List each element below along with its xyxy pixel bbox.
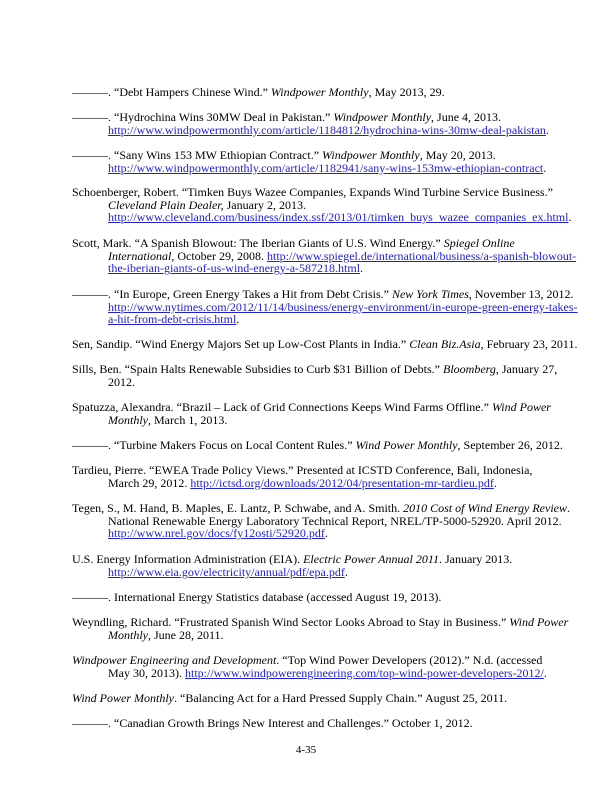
reference-title-italic: Wind Power: [491, 400, 551, 414]
reference-text: Sen, Sandip. “Wind Energy Majors Set up Low-Cost Plants in India.”: [72, 337, 410, 351]
reference-title-italic: Electric Power Annual 2011: [303, 552, 439, 566]
reference-entry: [72, 362, 558, 389]
reference-link[interactable]: http://ictsd.org/downloads/2012/04/presentation-mr-tardieu.pdf: [190, 475, 494, 490]
reference-text: Weyndling, Richard. “Frustrated Spanish Wind Sector Looks Abroad to Stay in Business.”: [72, 615, 510, 629]
reference-link[interactable]: http://www.eia.gov/electricity/annual/pdf/epa.pdf: [108, 564, 345, 579]
reference-text: National Renewable Energy Laboratory Technical Report, NREL/TP-5000-52920. April 2012.: [108, 513, 562, 528]
reference-line: [72, 527, 552, 540]
reference-text: ———. “Canadian Growth Brings New Interest and Challenges.” October 1, 2012.: [72, 716, 473, 730]
page-number: 4-35: [295, 744, 317, 756]
reference-link[interactable]: http://www.nrel.gov/docs/fy12osti/52920.pdf: [108, 526, 325, 541]
reference-text: .: [360, 261, 364, 276]
reference-text: Tardieu, Pierre. “EWEA Trade Policy Views.” Presented at ICSTD Conference, Bali, Indonesia,: [72, 463, 533, 477]
reference-link[interactable]: http://www.windpowermonthly.com/article/1182941/sany-wins-153mw-ethiopian-contract: [108, 160, 544, 175]
reference-line: [72, 667, 552, 680]
reference-text: May 30, 2013).: [108, 665, 185, 680]
reference-text: . January 2013.: [438, 552, 513, 566]
reference-title-italic: Bloomberg: [442, 362, 496, 376]
reference-text: Sills, Ben. “Spain Halts Renewable Subsidies to Curb $31 Billion of Debts.”: [72, 362, 443, 376]
reference-entry: [72, 464, 552, 489]
reference-text: . “Balancing Act for a Hard Pressed Supply Chain.” August 25, 2011.: [174, 691, 508, 705]
reference-text: ———. “Turbine Makers Focus on Local Content Rules.”: [72, 438, 356, 452]
reference-line: [72, 717, 552, 730]
reference-link[interactable]: http://www.spiegel.de/international/business/a-spanish-blowout-: [266, 248, 577, 263]
reference-line: [72, 337, 578, 351]
reference-line: [72, 414, 552, 427]
reference-title-italic: Windpower Monthly: [322, 148, 420, 162]
reference-title-italic: 2010 Cost of Wind Energy Review: [403, 501, 567, 515]
reference-text: .: [324, 526, 328, 541]
reference-title-italic: Monthly: [108, 627, 148, 642]
reference-text: ———. International Energy Statistics database (accessed August 19, 2013).: [72, 590, 442, 604]
reference-text: , March 1, 2013.: [148, 412, 228, 427]
reference-text: , January 27,: [495, 362, 558, 376]
reference-text: Tegen, S., M. Hand, B. Maples, E. Lantz, P. Schwabe, and A. Smith.: [72, 501, 404, 515]
reference-line: [72, 210, 572, 225]
reference-text: U.S. Energy Information Administration (EIA).: [72, 552, 304, 566]
reference-title-italic: Wind Power Monthly: [72, 691, 174, 705]
reference-text: , October 29, 2008.: [171, 248, 267, 263]
reference-text: .: [236, 312, 240, 327]
reference-title-italic: Monthly: [108, 412, 148, 427]
reference-entry: [72, 615, 569, 642]
reference-title-italic: New York Times: [391, 287, 469, 301]
reference-line: [72, 162, 552, 175]
reference-line: [72, 313, 552, 326]
reference-line: [72, 86, 552, 99]
reference-entry: [72, 438, 563, 452]
reference-line: [72, 629, 552, 642]
reference-text: March 29, 2012.: [108, 475, 191, 490]
reference-title-italic: Wind Power Monthly: [355, 438, 458, 452]
reference-entry: [72, 111, 552, 136]
reference-title-italic: Windpower Monthly: [270, 85, 369, 99]
reference-line: [72, 591, 552, 604]
reference-entry: [72, 86, 552, 99]
reference-link[interactable]: http://www.nytimes.com/2012/11/14/business/energy-environment/in-europe-green-energy-takes-: [108, 299, 578, 314]
reference-title-italic: Windpower Monthly: [333, 110, 432, 124]
reference-entry: [72, 236, 577, 276]
reference-link[interactable]: http://www.cleveland.com/business/index.ssf/2013/01/timken_buys_wazee_companies_ex.html: [108, 210, 569, 225]
reference-entry: [72, 692, 552, 705]
reference-entry: [72, 553, 552, 578]
reference-link[interactable]: the-iberian-giants-of-us-wind-energy-a-587218.html: [108, 261, 361, 276]
reference-text: ———. “Debt Hampers Chinese Wind.”: [72, 85, 271, 99]
reference-link[interactable]: http://www.windpowerengineering.com/top-wind-power-developers-2012/: [185, 665, 544, 680]
reference-text: ———. “In Europe, Green Energy Takes a Hit from Debt Crisis.”: [72, 287, 392, 301]
reference-text: , June 28, 2011.: [148, 627, 224, 642]
reference-line: [72, 477, 552, 490]
reference-line: [72, 362, 558, 376]
reference-title-italic: Windpower Engineering and Development: [72, 653, 277, 667]
reference-text: .: [543, 160, 547, 175]
reference-text: , February 23, 2011.: [480, 337, 578, 351]
reference-entry: [72, 287, 578, 327]
reference-text: .: [493, 475, 497, 490]
reference-line: [72, 692, 552, 705]
reference-text: .: [344, 564, 348, 579]
reference-text: Scott, Mark. “A Spanish Blowout: The Iberian Giants of U.S. Wind Energy.”: [72, 236, 444, 250]
reference-entry: [72, 591, 552, 604]
reference-title-italic: Clean Biz.Asia: [409, 337, 481, 351]
reference-text: , May 20, 2013.: [419, 148, 496, 162]
reference-link[interactable]: a-hit-from-debt-crisis.html: [108, 312, 237, 327]
reference-text: , June 4, 2013.: [431, 110, 502, 124]
reference-title-italic: Wind Power: [509, 615, 569, 629]
reference-line: [72, 262, 552, 275]
reference-text: Schoenberger, Robert. “Timken Buys Wazee Companies, Expands Wind Turbine Service Business.”: [72, 185, 553, 199]
reference-text: .: [568, 210, 572, 225]
reference-line: [72, 438, 563, 452]
reference-text: 2012.: [108, 374, 135, 389]
reference-entry: [72, 185, 572, 225]
reference-link[interactable]: http://www.windpowermonthly.com/article/1184812/hydrochina-wins-30mw-deal-pakistan: [108, 122, 546, 137]
reference-text: . “Top Wind Power Developers (2012).” N.d. (accessed: [276, 653, 543, 667]
reference-entry: [72, 149, 552, 174]
reference-text: , November 13, 2012.: [468, 287, 574, 301]
reference-text: ———. “Sany Wins 153 MW Ethiopian Contract.”: [72, 148, 323, 162]
reference-text: January 2, 2013.: [223, 197, 306, 212]
reference-line: [72, 376, 552, 389]
reference-title-italic: International: [108, 248, 172, 263]
reference-line: [72, 566, 552, 579]
reference-title-italic: Cleveland Plain Dealer,: [108, 197, 224, 212]
reference-text: , September 26, 2012.: [457, 438, 563, 452]
reference-line: [72, 124, 552, 137]
reference-entry: [72, 717, 552, 730]
reference-text: .: [543, 665, 547, 680]
reference-text: .: [567, 501, 570, 515]
reference-entry: [72, 401, 552, 426]
reference-text: Spatuzza, Alexandra. “Brazil – Lack of Grid Connections Keeps Wind Farms Offline.”: [72, 400, 492, 414]
reference-title-italic: Spiegel Online: [443, 236, 515, 250]
reference-text: ———. “Hydrochina Wins 30MW Deal in Pakistan.”: [72, 110, 334, 124]
reference-entry: [72, 501, 570, 541]
reference-text: .: [545, 122, 549, 137]
reference-text: , May 2013, 29.: [368, 85, 445, 99]
reference-entry: [72, 654, 552, 679]
reference-entry: [72, 337, 578, 351]
